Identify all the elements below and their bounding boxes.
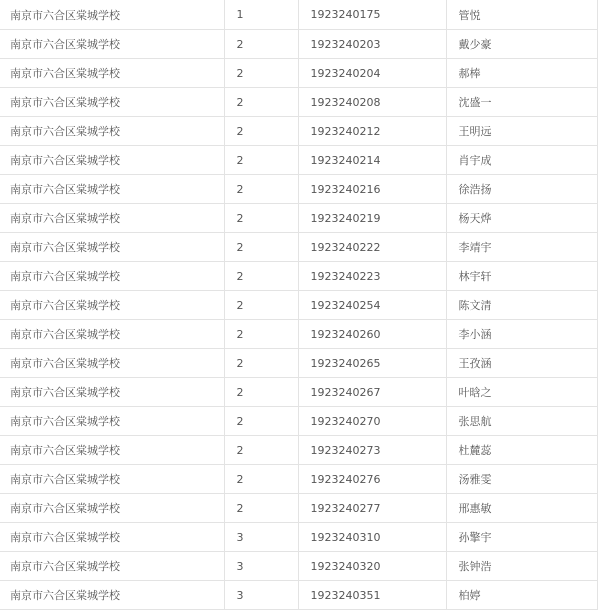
class-cell: 2 xyxy=(224,465,298,494)
student-name-cell: 张思航 xyxy=(446,407,597,436)
student-name-cell: 柏婷 xyxy=(446,581,597,610)
class-cell: 2 xyxy=(224,30,298,59)
student-id-cell: 1923240204 xyxy=(298,59,446,88)
class-cell: 2 xyxy=(224,291,298,320)
table-row xyxy=(0,233,597,262)
class-cell: 3 xyxy=(224,523,298,552)
table-row xyxy=(0,117,597,146)
school-cell: 南京市六合区棠城学校 xyxy=(0,494,224,523)
school-cell: 南京市六合区棠城学校 xyxy=(0,465,224,494)
school-cell: 南京市六合区棠城学校 xyxy=(0,175,224,204)
student-name-cell: 王孜涵 xyxy=(446,349,597,378)
school-cell: 南京市六合区棠城学校 xyxy=(0,320,224,349)
student-name-cell: 王明远 xyxy=(446,117,597,146)
table-row xyxy=(0,59,597,88)
student-id-cell: 1923240208 xyxy=(298,88,446,117)
school-cell: 南京市六合区棠城学校 xyxy=(0,407,224,436)
school-cell: 南京市六合区棠城学校 xyxy=(0,204,224,233)
table-row xyxy=(0,146,597,175)
class-cell: 2 xyxy=(224,175,298,204)
table-row xyxy=(0,436,597,465)
table-row xyxy=(0,204,597,233)
student-name-cell: 张钟浩 xyxy=(446,552,597,581)
class-cell: 2 xyxy=(224,494,298,523)
student-name-cell: 邢惠敏 xyxy=(446,494,597,523)
class-cell: 2 xyxy=(224,88,298,117)
table-row xyxy=(0,523,597,552)
table-row xyxy=(0,262,597,291)
school-cell: 南京市六合区棠城学校 xyxy=(0,88,224,117)
class-cell: 2 xyxy=(224,378,298,407)
student-name-cell: 杨天烨 xyxy=(446,204,597,233)
school-cell: 南京市六合区棠城学校 xyxy=(0,436,224,465)
student-id-cell: 1923240265 xyxy=(298,349,446,378)
class-cell: 2 xyxy=(224,262,298,291)
table-row xyxy=(0,552,597,581)
school-cell: 南京市六合区棠城学校 xyxy=(0,523,224,552)
student-name-cell: 孙擎宇 xyxy=(446,523,597,552)
school-cell: 南京市六合区棠城学校 xyxy=(0,59,224,88)
class-cell: 2 xyxy=(224,146,298,175)
student-id-cell: 1923240273 xyxy=(298,436,446,465)
school-cell: 南京市六合区棠城学校 xyxy=(0,378,224,407)
table-row xyxy=(0,88,597,117)
school-cell: 南京市六合区棠城学校 xyxy=(0,349,224,378)
class-cell: 3 xyxy=(224,552,298,581)
student-name-cell: 管悦 xyxy=(446,0,597,30)
table-row xyxy=(0,581,597,610)
student-id-cell: 1923240175 xyxy=(298,0,446,30)
table-row xyxy=(0,30,597,59)
class-cell: 2 xyxy=(224,407,298,436)
table-row xyxy=(0,465,597,494)
student-id-cell: 1923240214 xyxy=(298,146,446,175)
student-name-cell: 李小涵 xyxy=(446,320,597,349)
student-id-cell: 1923240216 xyxy=(298,175,446,204)
table-row xyxy=(0,320,597,349)
student-id-cell: 1923240222 xyxy=(298,233,446,262)
school-cell: 南京市六合区棠城学校 xyxy=(0,0,224,30)
table-row xyxy=(0,494,597,523)
student-name-cell: 徐浩扬 xyxy=(446,175,597,204)
student-name-cell: 杜麓蕊 xyxy=(446,436,597,465)
class-cell: 2 xyxy=(224,204,298,233)
school-cell: 南京市六合区棠城学校 xyxy=(0,291,224,320)
class-cell: 3 xyxy=(224,581,298,610)
table-row xyxy=(0,378,597,407)
student-id-cell: 1923240270 xyxy=(298,407,446,436)
school-cell: 南京市六合区棠城学校 xyxy=(0,552,224,581)
school-cell: 南京市六合区棠城学校 xyxy=(0,117,224,146)
student-name-cell: 汤雅雯 xyxy=(446,465,597,494)
class-cell: 2 xyxy=(224,320,298,349)
class-cell: 2 xyxy=(224,436,298,465)
student-id-cell: 1923240351 xyxy=(298,581,446,610)
student-id-cell: 1923240276 xyxy=(298,465,446,494)
student-name-cell: 戴少豪 xyxy=(446,30,597,59)
class-cell: 2 xyxy=(224,349,298,378)
student-id-cell: 1923240320 xyxy=(298,552,446,581)
school-cell: 南京市六合区棠城学校 xyxy=(0,581,224,610)
class-cell: 2 xyxy=(224,59,298,88)
student-id-cell: 1923240254 xyxy=(298,291,446,320)
student-name-cell: 叶晗之 xyxy=(446,378,597,407)
school-cell: 南京市六合区棠城学校 xyxy=(0,233,224,262)
table-row xyxy=(0,0,597,30)
student-name-cell: 林宇轩 xyxy=(446,262,597,291)
school-cell: 南京市六合区棠城学校 xyxy=(0,30,224,59)
student-name-cell: 郝棒 xyxy=(446,59,597,88)
student-name-cell: 沈盛一 xyxy=(446,88,597,117)
student-id-cell: 1923240219 xyxy=(298,204,446,233)
school-cell: 南京市六合区棠城学校 xyxy=(0,262,224,291)
student-id-cell: 1923240310 xyxy=(298,523,446,552)
school-cell: 南京市六合区棠城学校 xyxy=(0,146,224,175)
student-id-cell: 1923240223 xyxy=(298,262,446,291)
table-row xyxy=(0,291,597,320)
table-row xyxy=(0,407,597,436)
student-name-cell: 陈文清 xyxy=(446,291,597,320)
student-id-cell: 1923240212 xyxy=(298,117,446,146)
student-id-cell: 1923240267 xyxy=(298,378,446,407)
student-id-cell: 1923240277 xyxy=(298,494,446,523)
table-row xyxy=(0,349,597,378)
student-id-cell: 1923240260 xyxy=(298,320,446,349)
student-name-cell: 肖宇成 xyxy=(446,146,597,175)
class-cell: 2 xyxy=(224,233,298,262)
class-cell: 2 xyxy=(224,117,298,146)
table-row xyxy=(0,175,597,204)
class-cell: 1 xyxy=(224,0,298,30)
student-name-cell: 李靖宇 xyxy=(446,233,597,262)
student-id-cell: 1923240203 xyxy=(298,30,446,59)
